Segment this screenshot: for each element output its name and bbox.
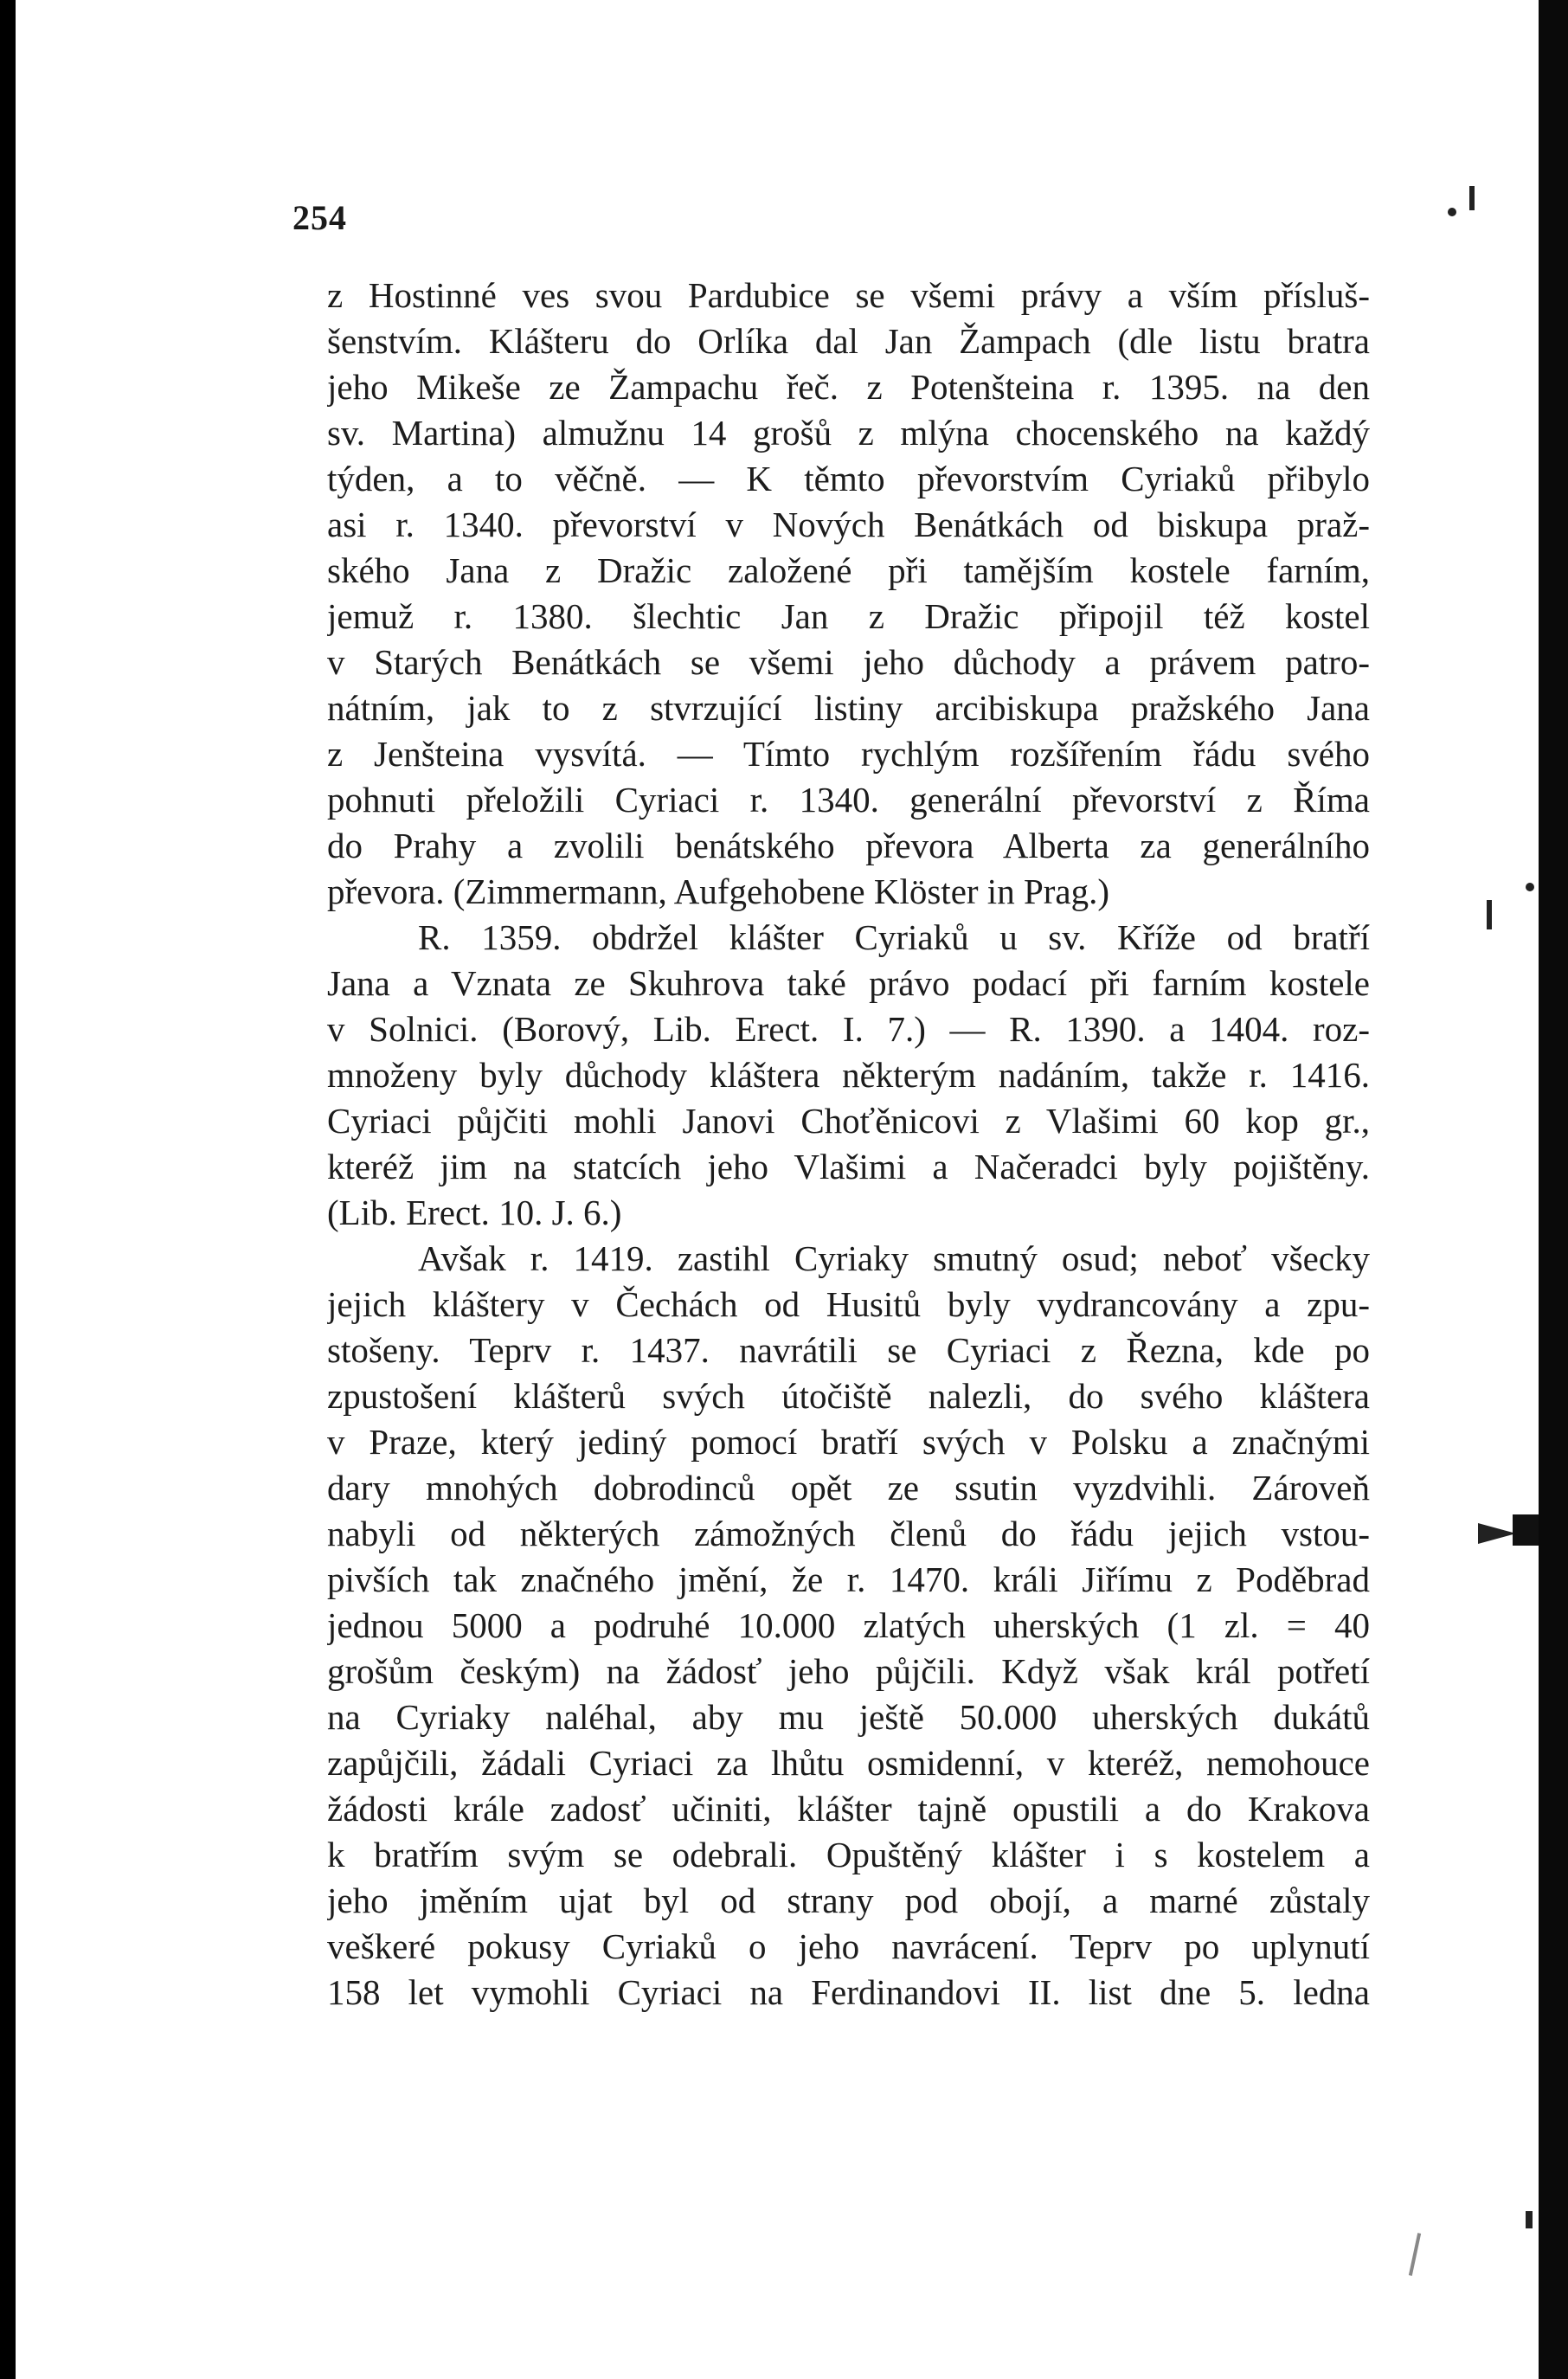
- text-line: pohnuti přeložili Cyriaci r. 1340. generální převorství z Říma: [327, 780, 1370, 820]
- text-line: jemuž r. 1380. šlechtic Jan z Dražic připojil též kostel: [327, 596, 1370, 636]
- body-text: [327, 273, 1370, 2016]
- scan-speck: [1526, 883, 1534, 891]
- text-line: množeny byly důchody kláštera některým nadáním, takže r. 1416.: [327, 1055, 1370, 1095]
- text-line: k bratřím svým se odebrali. Opuštěný klášter i s kostelem a: [327, 1835, 1370, 1874]
- text-line: stošeny. Teprv r. 1437. navrátili se Cyriaci z Řezna, kde po: [327, 1330, 1370, 1370]
- text-line: Jana a Vznata ze Skuhrova také právo podací při farním kostele: [327, 963, 1370, 1003]
- scanned-page: [16, 0, 1539, 2379]
- scan-speck: [1526, 2211, 1533, 2228]
- text-line: šenstvím. Klášteru do Orlíka dal Jan Žampach (dle listu bratra: [327, 321, 1370, 361]
- text-line: Cyriaci půjčiti mohli Janovi Choťěnicovi z Vlašimi 60 kop gr.,: [327, 1101, 1370, 1141]
- text-line: zapůjčili, žádali Cyriaci za lhůtu osmidenní, v kteréž, nemohouce: [327, 1743, 1370, 1783]
- text-line: z Hostinné ves svou Pardubice se všemi právy a vším přísluš-: [327, 275, 1370, 315]
- text-line: v Starých Benátkách se všemi jeho důchody a právem patro-: [327, 642, 1370, 682]
- text-line: jednou 5000 a podruhé 10.000 zlatých uherských (1 zl. = 40: [327, 1605, 1370, 1645]
- text-line: (Lib. Erect. 10. J. 6.): [327, 1193, 622, 1232]
- pencil-mark: [1409, 2233, 1421, 2276]
- text-line: asi r. 1340. převorství v Nových Benátkách od biskupa praž-: [327, 505, 1370, 544]
- text-line: grošům českým) na žádosť jeho půjčili. Když však král potřetí: [327, 1651, 1370, 1691]
- text-line: zpustošení klášterů svých útočiště nalezli, do svého kláštera: [327, 1376, 1370, 1416]
- text-line: na Cyriaky naléhal, aby mu ještě 50.000 uherských dukátů: [327, 1697, 1370, 1737]
- text-line: v Solnici. (Borový, Lib. Erect. I. 7.) — R. 1390. a 1404. roz-: [327, 1009, 1370, 1049]
- text-line: žádosti krále zadosť učiniti, klášter tajně opustili a do Krakova: [327, 1789, 1370, 1829]
- text-line: nabyli od některých zámožných členů do řádu jejich vstou-: [327, 1514, 1370, 1553]
- text-line: do Prahy a zvolili benátského převora Alberta za generálního: [327, 826, 1370, 865]
- text-line: nátním, jak to z stvrzující listiny arcibiskupa pražského Jana: [327, 688, 1370, 728]
- text-line: R. 1359. obdržel klášter Cyriaků u sv. Kříže od bratří: [418, 917, 1370, 957]
- text-line: z Jenšteina vysvítá. — Tímto rychlým rozšířením řádu svého: [327, 734, 1370, 774]
- text-line: jeho jměním ujat byl od strany pod obojí, a marné zůstaly: [327, 1881, 1370, 1920]
- scan-speck: [1448, 208, 1456, 216]
- scan-border: [1539, 0, 1568, 2379]
- text-line: v Praze, který jediný pomocí bratří svých v Polsku a značnými: [327, 1422, 1370, 1462]
- text-line: jeho Mikeše ze Žampachu řeč. z Potenšteina r. 1395. na den: [327, 367, 1370, 407]
- text-line: 158 let vymohli Cyriaci na Ferdinandovi II. list dne 5. ledna: [327, 1972, 1370, 2012]
- text-line: kteréž jim na statcích jeho Vlašimi a Načeradci byly pojištěny.: [327, 1147, 1370, 1186]
- text-line: převora. (Zimmermann, Aufgehobene Klöster in Prag.): [327, 871, 1110, 911]
- text-line: sv. Martina) almužnu 14 grošů z mlýna chocenského na každý: [327, 413, 1370, 453]
- page-number: 254: [292, 198, 347, 237]
- text-line: Avšak r. 1419. zastihl Cyriaky smutný osud; neboť všecky: [418, 1238, 1370, 1278]
- scan-speck: [1487, 900, 1492, 929]
- text-line: jejich kláštery v Čechách od Husitů byly vydrancovány a zpu-: [327, 1284, 1370, 1324]
- scan-speck: [1469, 186, 1475, 210]
- text-line: pivších tak značného jmění, že r. 1470. králi Jiřímu z Poděbrad: [327, 1559, 1370, 1599]
- text-line: ského Jana z Dražic založené při tamějším kostele farním,: [327, 550, 1370, 590]
- text-line: dary mnohých dobrodinců opět ze ssutin vyzdvihli. Zároveň: [327, 1468, 1370, 1508]
- pointing-hand-mark: [1478, 1523, 1516, 1544]
- text-line: týden, a to věčně. — K těmto převorstvím Cyriaků přibylo: [327, 459, 1370, 498]
- text-line: veškeré pokusy Cyriaků o jeho navrácení. Teprv po uplynutí: [327, 1926, 1370, 1966]
- scan-speck: [1513, 1514, 1539, 1546]
